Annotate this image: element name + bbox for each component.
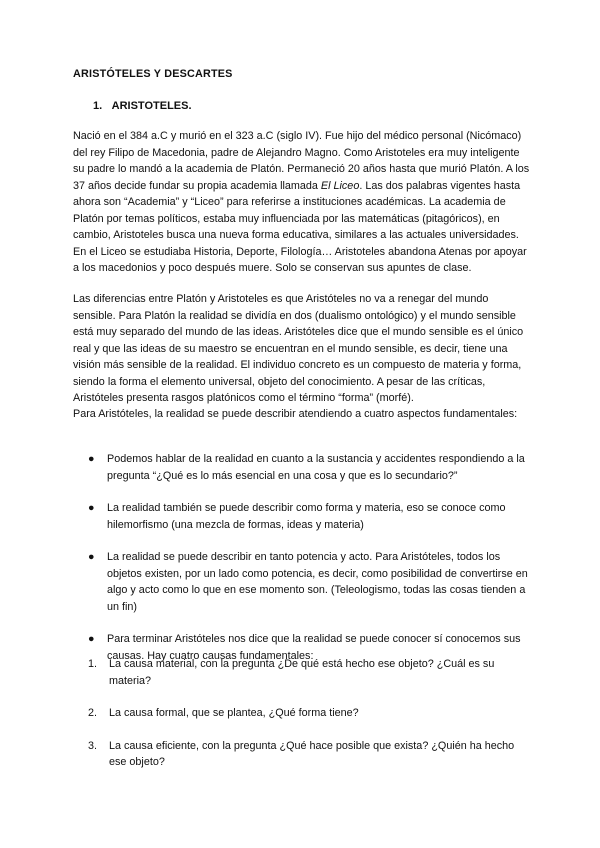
list-item-number: 2.: [88, 707, 98, 719]
bullet-icon: ●: [88, 551, 95, 563]
document-title: ARISTÓTELES Y DESCARTES: [73, 68, 233, 80]
list-item: [88, 451, 533, 484]
bullet-icon: ●: [88, 633, 95, 645]
paragraph-biography-text-2: . Las dos palabras vigentes hasta ahora son “Academia” y “Liceo” para referirse a instituciones académicas. La academia de Platón por temas políticos, estaba muy influenciada por las matemáticas (pitagóricos), en cambio, Aristoteles busca una nueva forma educativa, similares a las actuales universidades. En el Liceo se estudiaba Historia, Deporte, Filología… Aristoteles abandona Atenas por apoyar a los macedonios y poco después muere. Solo se conservan sus apuntes de clase.: [73, 179, 527, 274]
list-item-text: La causa formal, que se plantea, ¿Qué forma tiene?: [109, 707, 359, 719]
list-item-text: Para terminar Aristóteles nos dice que la realidad se puede conocer sí conocemos sus causas. Hay cuatro causas fundamentales:: [107, 633, 521, 662]
list-item-number: 1.: [88, 658, 98, 670]
list-item: [88, 656, 533, 689]
paragraph-biography: [73, 128, 531, 277]
section-title: ARISTOTELES.: [111, 100, 192, 112]
aspects-bullet-list: [88, 451, 533, 680]
list-item-number: 3.: [88, 739, 98, 752]
list-item-text: La causa eficiente, con la pregunta ¿Qué hace posible que exista? ¿Quién ha hecho ese objeto?: [109, 739, 515, 768]
list-item-text: La realidad se puede describir en tanto potencia y acto. Para Aristóteles, todos los objetos existen, por un lado como potencia, es decir, como posibilidad de convertirse en algo y acto como lo que en ese momento son. (Teleologismo, todas las cosas tienden a un fin): [107, 551, 528, 613]
section-heading: [93, 98, 192, 115]
bullet-icon: ●: [88, 502, 95, 514]
paragraph-differences: Las diferencias entre Platón y Aristoteles es que Aristóteles no va a renegar del mundo sensible. Para Platón la realidad se dividía en dos (dualismo ontológico) y el mundo sensible está muy separado del mundo de las ideas. Aristóteles dice que el mundo sensible es el único real y que las ideas de su maestro se encuentran en el mundo sensible, es decir, tiene una visión más sensible de la realidad. El individuo concreto es un compuesto de materia y forma, siendo la forma el elemento universal, objeto del conocimiento. A pesar de las críticas, Aristóteles presenta rasgos platónicos como el término “forma” (morfé).: [73, 293, 524, 404]
paragraph-intro-aspects: Para Aristóteles, la realidad se puede describir atendiendo a cuatro aspectos fundamentales:: [73, 408, 518, 420]
list-item: [88, 549, 533, 615]
list-item-text: Podemos hablar de la realidad en cuanto a la sustancia y accidentes respondiendo a la pregunta “¿Qué es lo más esencial en una cosa y que es lo secundario?”: [107, 453, 525, 482]
list-item: [88, 738, 533, 771]
paragraph-biography-emphasis: El Liceo: [320, 179, 360, 192]
section-number: 1.: [93, 100, 103, 112]
list-item: [88, 500, 533, 533]
list-item-text: La causa material, con la pregunta ¿De qué está hecho ese objeto? ¿Cuál es su materia?: [109, 658, 495, 687]
bullet-icon: ●: [88, 453, 95, 465]
list-item: [88, 705, 533, 722]
paragraph-biography-text-1: Nació en el 384 a.C y murió en el 323 a.C (siglo IV). Fue hijo del médico personal (Nicómaco) del rey Filipo de Macedonia, padre de Alejandro Magno. Como Aristoteles era muy inteligente su padre lo mandó a la academia de Platón. Permaneció 20 años hasta que murió Platón. A los 37 años decide fundar su propia academia llamada: [73, 130, 530, 192]
list-item-text: La realidad también se puede describir como forma y materia, eso se conoce como hilemorfismo (una mezcla de formas, ideas y materia): [107, 502, 506, 531]
causes-numbered-list: [88, 656, 533, 787]
